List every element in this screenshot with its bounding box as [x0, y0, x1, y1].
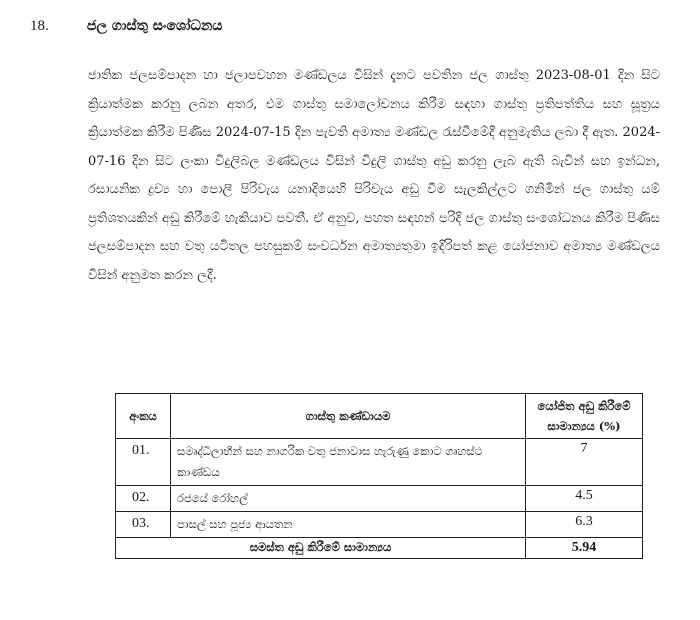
- table-total-row: [116, 538, 643, 559]
- tariff-reduction-table: [115, 393, 643, 559]
- row-value: 4.5: [526, 486, 643, 512]
- section-number: 18.: [30, 18, 49, 34]
- row-number: 02.: [116, 486, 171, 512]
- row-number: 01.: [116, 439, 171, 486]
- row-category: සමෘද්ධිලාභීන් සහ නාගරික වතු ජනාවාස හැරුණු කොට ගෘහස්ථ කාණ්ඩය: [171, 439, 526, 486]
- row-category: රජයේ රෝහල්: [171, 486, 526, 512]
- row-value: 7: [526, 439, 643, 486]
- total-label: සමස්ත අඩු කිරීමේ සාමාන්‍යය: [116, 538, 526, 559]
- table-row: [116, 512, 643, 538]
- body-paragraph: ජාතික ජලසම්පාදන හා ජලාපවහන මණ්ඩලය විසින් දැනට පවතින ජල ගාස්තු 2023-08-01 දින සිට ක්‍රියාත්මක කරනු ලබන අතර, එම ගාස්තු සමාලෝචනය කිරීම සඳහා ගාස්තු ප්‍රතිපත්තිය සහ සූත්‍රය ක්‍රියාත්මක කිරීම පිණිස 2024-07-15 දින පැවති අමාත්‍ය මණ්ඩල රැස්වීමේදී අනුමැතිය ලබා දී ඇත. 2024-07-16 දින සිට ලංකා විදුලිබල මණ්ඩලය විසින් විදුලි ගාස්තු අඩු කරනු ලැබ ඇති බැවින් සහ ඉන්ධන, රසායනික ද්‍රව්‍ය හා පොලී පිරිවැය යනාදියෙහි පිරිවැය අඩු වීම සැලකිල්ලට ගනිමින් ජල ගාස්තු යම් ප්‍රතිශතයකින් අඩු කිරීමේ හැකියාව පවතී. ඒ අනුව, පහත සඳහන් පරිදි ජල ගාස්තු සංශෝධනය කිරීම පිණිස ජලසම්පාදන සහ වතු යටිතල පහසුකම් සංවර්ධන අමාත්‍යතුමා ඉදිරිපත් කළ යෝජනාව අමාත්‍ය මණ්ඩලය විසින් අනුමත කරන ලදී.: [88, 68, 660, 283]
- table-header-row: [116, 394, 643, 439]
- header-category: ගාස්තු කණ්ඩායම: [171, 394, 526, 439]
- table-row: [116, 486, 643, 512]
- row-number: 03.: [116, 512, 171, 538]
- table-row: [116, 439, 643, 486]
- header-reduction: යෝජිත අඩු කිරීමේ සාමාන්‍යය (%): [526, 394, 643, 439]
- row-value: 6.3: [526, 512, 643, 538]
- section-heading: [30, 18, 222, 35]
- total-value: 5.94: [526, 538, 643, 559]
- header-number: අංකය: [116, 394, 171, 439]
- row-category: පාසල් සහ පූජ්‍ය ආයතන: [171, 512, 526, 538]
- section-title: ජල ගාස්තු සංශෝධනය: [86, 18, 223, 34]
